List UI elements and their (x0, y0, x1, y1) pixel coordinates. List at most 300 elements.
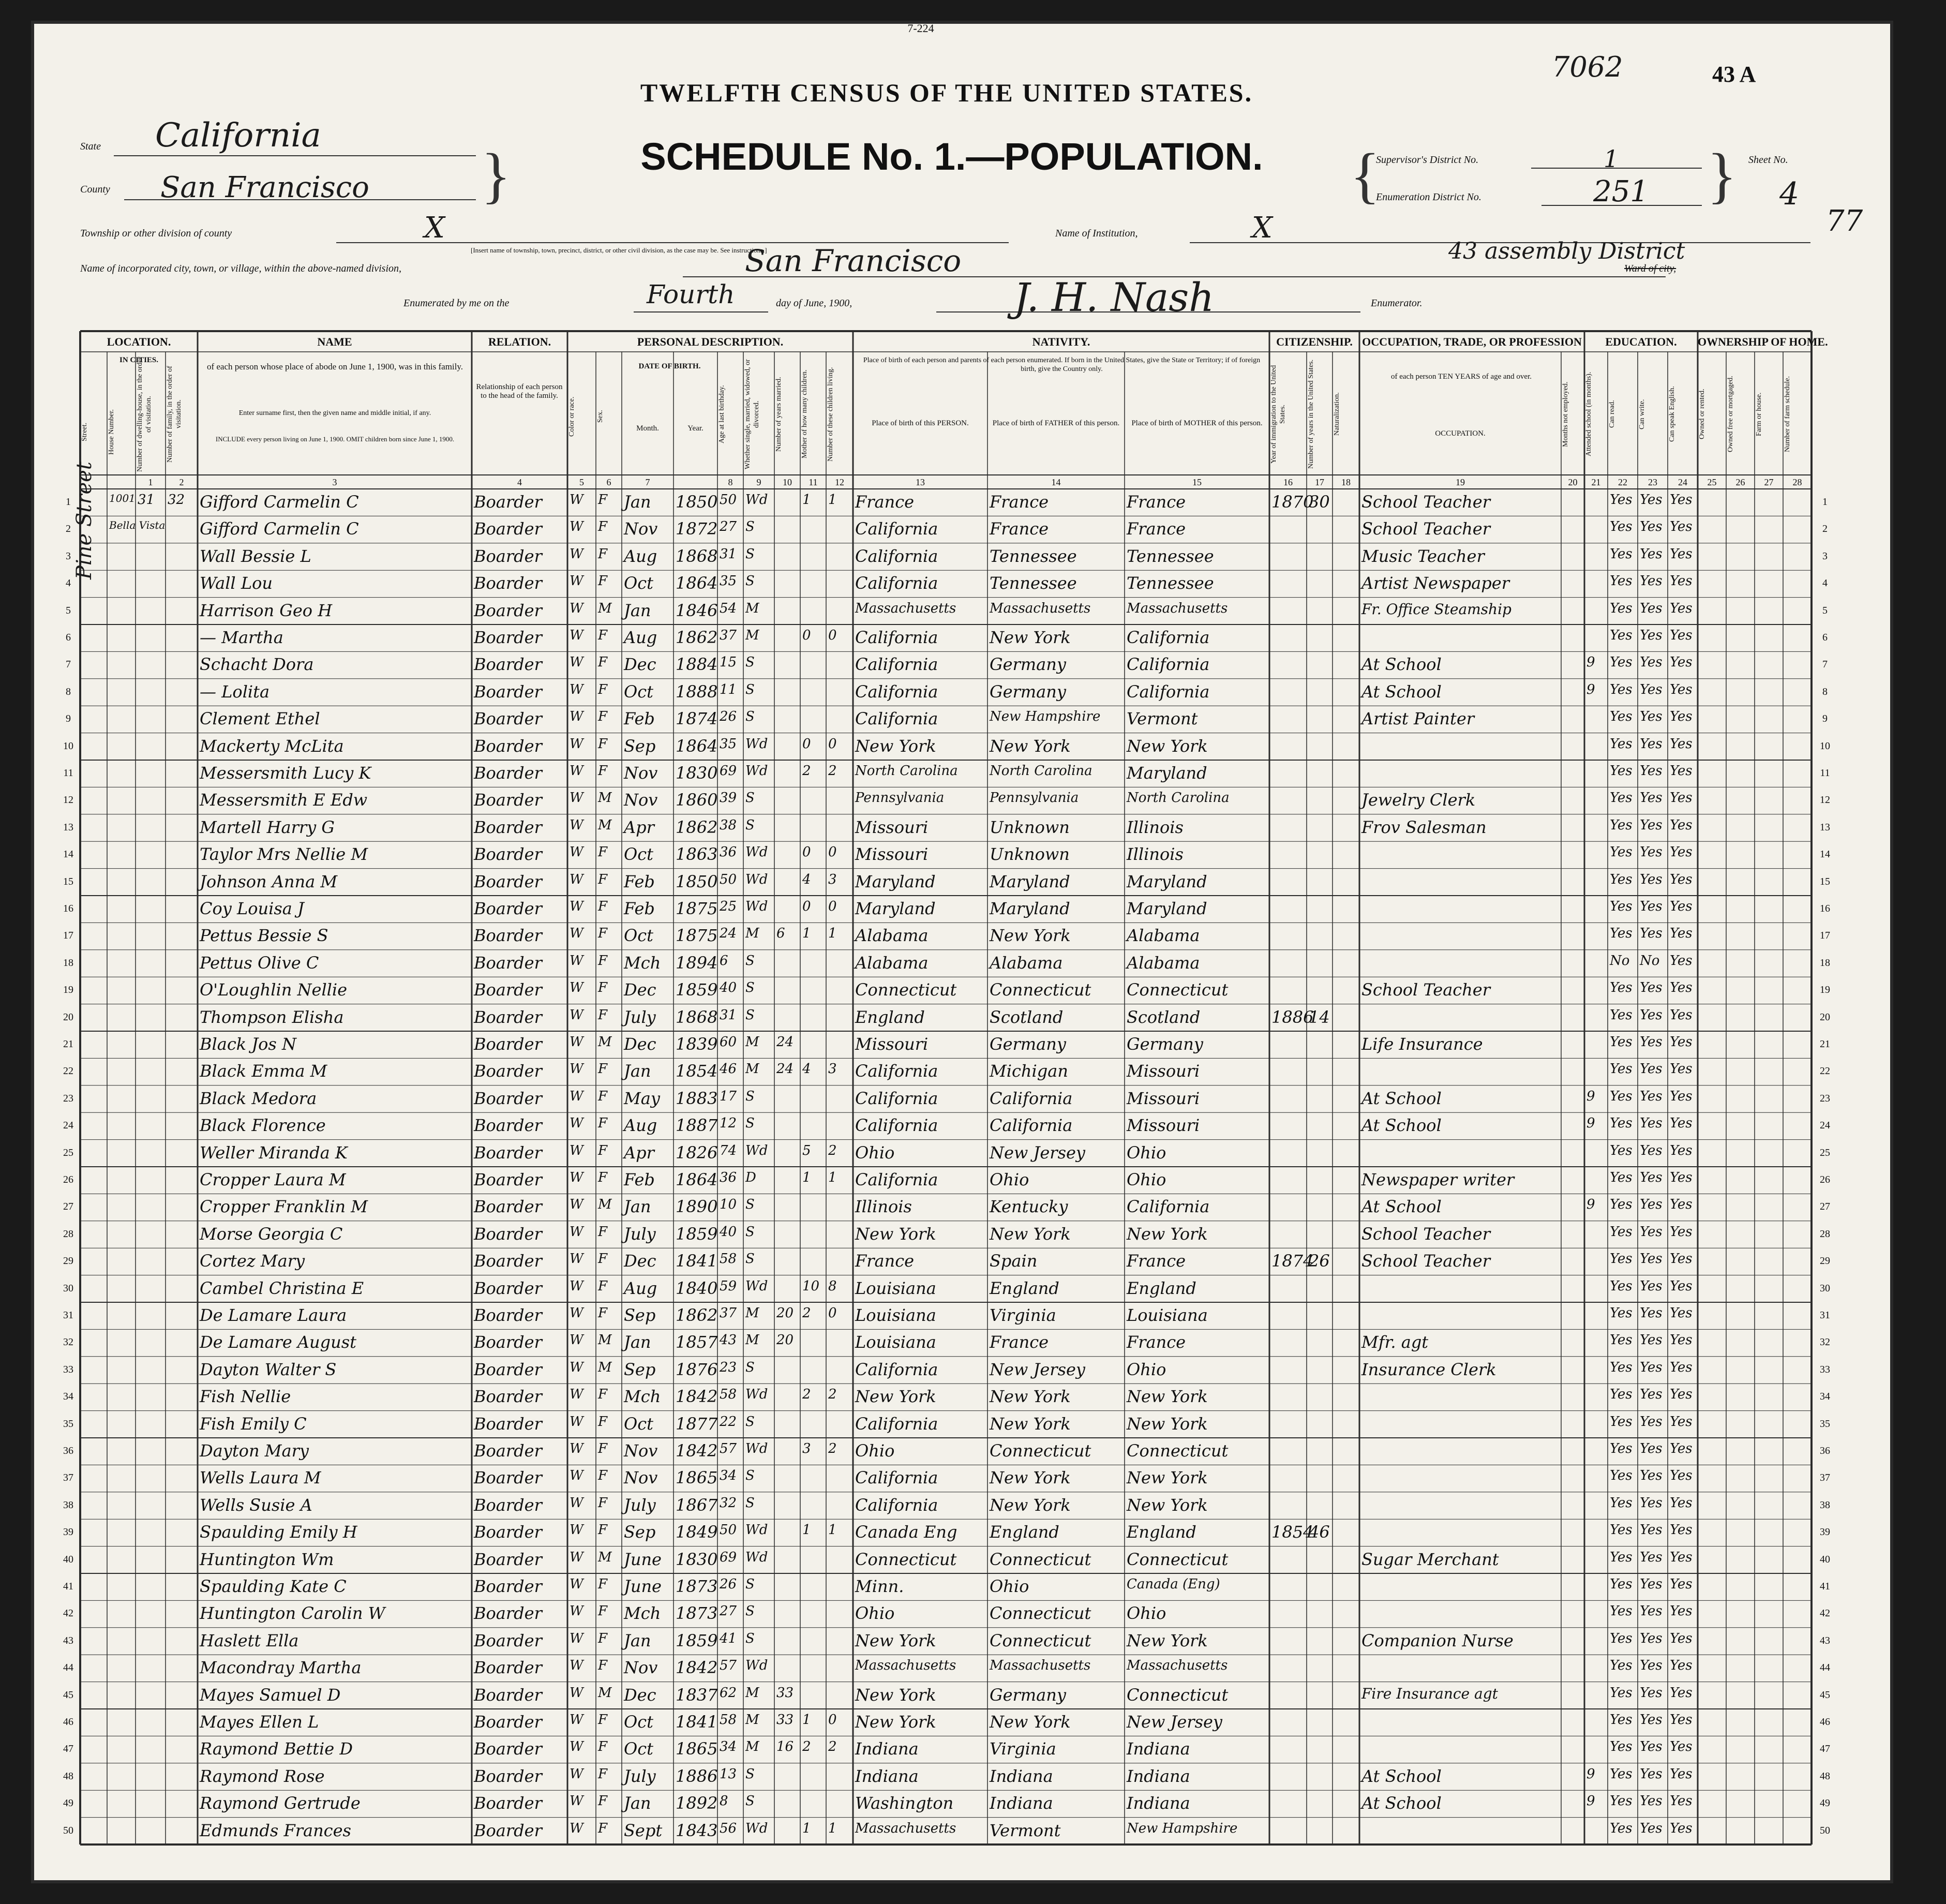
header-dwelling: Number of dwelling-house, in the order of visitation. (136, 356, 153, 472)
cell-year: 1868 (676, 546, 718, 566)
header-in-cities: IN CITIES. (119, 356, 159, 364)
cell-mo: 5 (802, 1142, 811, 1158)
cell-name: Martell Harry G (200, 817, 335, 837)
cell-mo: 2 (802, 1739, 811, 1755)
cell-fpob: New Hampshire (990, 709, 1101, 725)
cell-month: June (624, 1549, 662, 1569)
cell-name: Wells Laura M (200, 1468, 321, 1488)
cell-occ: Jewelry Clerk (1361, 790, 1476, 810)
cell-pob: California (855, 1170, 938, 1189)
cell-name: Cambel Christina E (200, 1278, 364, 1298)
cell-speak: Yes (1670, 1305, 1693, 1321)
cell-read: Yes (1610, 1088, 1633, 1104)
header-color: Color or race. (568, 396, 576, 437)
cell-mo: 1 (802, 492, 811, 508)
cell-yus: 14 (1309, 1007, 1330, 1027)
cell-rel: Boarder (474, 573, 542, 593)
cell-month: Oct (624, 681, 654, 702)
cell-occ: Artist Newspaper (1361, 573, 1509, 593)
row-number-left: 39 (63, 1526, 73, 1538)
cell-mo: 1 (802, 1820, 811, 1836)
cell-month: Sep (624, 1305, 656, 1325)
cell-mpob: Connecticut (1127, 1549, 1229, 1569)
row-number-left: 10 (63, 740, 73, 752)
cell-fpob: France (990, 492, 1049, 512)
cell-mar: S (745, 1495, 755, 1511)
cell-fpob: California (990, 1088, 1073, 1108)
cell-write: Yes (1640, 1224, 1663, 1240)
cell-rel: Boarder (474, 1115, 542, 1136)
cell-pob: California (855, 1088, 938, 1108)
cell-fpob: New Jersey (990, 1142, 1085, 1163)
cell-speak: Yes (1670, 1441, 1693, 1456)
cell-occ: At School (1361, 1088, 1442, 1108)
cell-age: 50 (720, 1522, 737, 1538)
cell-fpob: Connecticut (990, 1441, 1091, 1461)
cell-pob: New York (855, 1224, 936, 1244)
cell-pob: Ohio (855, 1441, 895, 1461)
cell-month: Jan (624, 492, 651, 512)
cell-year: 1874 (676, 709, 718, 729)
cell-name: Raymond Bettie D (200, 1739, 353, 1759)
cell-pob: California (855, 1359, 938, 1379)
header-location: LOCATION. (107, 335, 171, 348)
cell-fpob: New York (990, 1414, 1071, 1434)
cell-age: 17 (720, 1088, 737, 1104)
row-number-left: 27 (63, 1201, 73, 1213)
cell-year: 1875 (676, 899, 718, 918)
cell-ym: 20 (776, 1305, 794, 1321)
cell-sex: F (598, 573, 608, 589)
cell-year: 1863 (676, 844, 718, 865)
row-number-left: 5 (66, 604, 71, 616)
row-number-left: 9 (66, 713, 71, 725)
cell-write: Yes (1640, 681, 1663, 697)
cell-year: 1862 (676, 1305, 718, 1325)
row-number-left: 31 (63, 1310, 73, 1321)
row-number-right: 15 (1820, 875, 1830, 887)
cell-color: W (570, 1630, 583, 1646)
cell-mpob: Massachusetts (1127, 600, 1228, 616)
header-months-not-employed: Months not employed. (1562, 381, 1569, 447)
cell-pob: New York (855, 1712, 936, 1732)
cell-name: Raymond Gertrude (200, 1793, 361, 1813)
column-number: 14 (1051, 477, 1061, 487)
cell-color: W (570, 1522, 583, 1538)
row-number-left: 35 (63, 1418, 73, 1430)
column-number: 4 (517, 477, 522, 487)
cell-speak: Yes (1670, 1197, 1693, 1213)
cell-pob: New York (855, 1387, 936, 1407)
cell-occ: Sugar Merchant (1361, 1549, 1499, 1569)
row-number-left: 32 (63, 1336, 73, 1348)
row-number-left: 41 (63, 1581, 73, 1592)
cell-color: W (570, 1387, 583, 1403)
cell-read: Yes (1610, 1387, 1633, 1403)
cell-month: Nov (624, 1441, 658, 1461)
cell-age: 26 (720, 709, 737, 725)
institution-label: Name of Institution, (1055, 228, 1138, 239)
cell-pob: California (855, 1495, 938, 1515)
cell-name: Messersmith E Edw (200, 790, 368, 810)
cell-age: 62 (720, 1685, 737, 1701)
cell-year: 1842 (676, 1658, 718, 1678)
cell-rel: Boarder (474, 953, 542, 973)
header-relation-desc: Relationship of each person to the head of the family. (476, 383, 563, 400)
header-family: Number of family, in the order of visitation. (166, 366, 183, 463)
cell-sex: F (598, 1007, 608, 1023)
state-value: California (155, 116, 321, 155)
cell-color: W (570, 1359, 583, 1375)
stamp-number: 7062 (1552, 51, 1623, 83)
cell-color: W (570, 492, 583, 508)
cell-year: 1857 (676, 1332, 718, 1352)
row-number-right: 33 (1820, 1363, 1830, 1375)
cell-year: 1886 (676, 1766, 718, 1786)
cell-pob: Connecticut (855, 1549, 957, 1569)
cell-write: Yes (1640, 1061, 1663, 1077)
cell-read: Yes (1610, 817, 1633, 833)
form-number: 7-224 (907, 22, 934, 35)
header-farm-schedule: Number of farm schedule. (1784, 376, 1791, 452)
cell-age: 50 (720, 871, 737, 887)
cell-speak: Yes (1670, 546, 1693, 562)
cell-pob: Louisiana (855, 1332, 936, 1352)
cell-sex: M (598, 1359, 612, 1375)
cell-color: W (570, 1278, 583, 1294)
cell-sex: F (598, 1712, 608, 1728)
cell-name: Gifford Carmelin C (200, 492, 359, 512)
cell-read: Yes (1610, 1603, 1633, 1619)
cell-rel: Boarder (474, 817, 542, 837)
row-number-right: 9 (1822, 713, 1828, 725)
cell-rel: Boarder (474, 1061, 542, 1081)
cell-color: W (570, 763, 583, 779)
cell-year: 1876 (676, 1359, 718, 1379)
cell-sex: F (598, 519, 608, 535)
township-value: X (424, 211, 445, 245)
row-number-left: 1 (66, 496, 71, 508)
cell-mpob: Missouri (1127, 1061, 1200, 1081)
cell-name: Spaulding Emily H (200, 1522, 357, 1542)
cell-speak: Yes (1670, 1061, 1693, 1077)
cell-pob: Missouri (855, 1034, 929, 1054)
enumerated-day: Fourth (647, 279, 735, 309)
cell-mpob: Missouri (1127, 1088, 1200, 1108)
cell-mpob: Ohio (1127, 1603, 1166, 1624)
cell-rel: Boarder (474, 1685, 542, 1705)
cell-rel: Boarder (474, 1522, 542, 1542)
cell-read: Yes (1610, 1712, 1633, 1728)
cell-speak: Yes (1670, 1820, 1693, 1836)
cell-fpob: Maryland (990, 871, 1070, 891)
cell-pob: Missouri (855, 817, 929, 837)
cell-mpob: Alabama (1127, 953, 1200, 973)
sheet-value: 4 (1779, 176, 1800, 212)
enum-district-value: 251 (1593, 175, 1649, 209)
row-number-left: 50 (63, 1824, 73, 1836)
cell-sex: F (598, 492, 608, 508)
cell-mar: M (745, 1305, 759, 1321)
cell-pob: Ohio (855, 1603, 895, 1624)
cell-read: Yes (1610, 573, 1633, 589)
cell-rel: Boarder (474, 1088, 542, 1108)
header-citizenship: CITIZENSHIP. (1276, 335, 1353, 348)
cell-occ: Life Insurance (1361, 1034, 1483, 1054)
cell-age: 37 (720, 1305, 737, 1321)
cell-write: Yes (1640, 1549, 1663, 1565)
cell-month: Jan (624, 1061, 651, 1081)
county-label: County (80, 184, 110, 195)
cell-cl: 1 (828, 492, 837, 508)
cell-speak: Yes (1670, 871, 1693, 887)
cell-mar: Wd (745, 1549, 768, 1565)
cell-fpob: Connecticut (990, 980, 1091, 1000)
cell-rel: Boarder (474, 1495, 542, 1515)
cell-name: Thompson Elisha (200, 1007, 344, 1027)
cell-write: Yes (1640, 763, 1663, 779)
row-number-left: 11 (63, 767, 73, 779)
cell-year: 1873 (676, 1603, 718, 1624)
cell-year: 1887 (676, 1115, 718, 1136)
cell-mpob: France (1127, 519, 1186, 539)
cell-read: Yes (1610, 1170, 1633, 1185)
row-number-left: 4 (66, 577, 71, 589)
cell-occ: Frov Salesman (1361, 817, 1487, 837)
cell-occ: At School (1361, 1115, 1442, 1136)
cell-mpob: New Hampshire (1127, 1820, 1238, 1836)
cell-imm: 1854 (1271, 1522, 1314, 1542)
cell-rel: Boarder (474, 1387, 542, 1407)
header-occupation-col: OCCUPATION. (1435, 429, 1486, 438)
cell-rel: Boarder (474, 1305, 542, 1325)
cell-write: Yes (1640, 1522, 1663, 1538)
cell-occ: Music Teacher (1361, 546, 1485, 566)
cell-fpob: Germany (990, 654, 1066, 675)
cell-pob: England (855, 1007, 925, 1027)
cell-read: Yes (1610, 519, 1633, 535)
cell-pob: Alabama (855, 926, 929, 946)
cell-write: Yes (1640, 1576, 1663, 1592)
cell-mar: Wd (745, 492, 768, 508)
cell-fpob: New York (990, 736, 1071, 756)
cell-cl: 2 (828, 1739, 837, 1755)
cell-name: Huntington Wm (200, 1549, 334, 1569)
cell-mpob: New York (1127, 1468, 1208, 1488)
cell-read: Yes (1610, 654, 1633, 671)
cell-write: Yes (1640, 1115, 1663, 1132)
column-number: 23 (1648, 477, 1657, 487)
cell-mar: Wd (745, 1522, 768, 1538)
cell-speak: Yes (1670, 1359, 1693, 1375)
cell-sex: F (598, 1441, 608, 1456)
cell-cl: 1 (828, 1522, 837, 1538)
row-number-left: 48 (63, 1770, 73, 1782)
cell-fpob: Vermont (990, 1820, 1061, 1840)
cell-month: Dec (624, 1034, 656, 1054)
cell-sex: F (598, 1658, 608, 1674)
row-number-right: 24 (1820, 1120, 1830, 1132)
cell-name: Mackerty McLita (200, 736, 344, 756)
cell-year: 1860 (676, 790, 718, 810)
cell-year: 1864 (676, 1170, 718, 1189)
row-number-left: 6 (66, 632, 71, 643)
cell-sex: M (598, 1034, 612, 1050)
cell-name: Clement Ethel (200, 709, 320, 729)
cell-year: 1862 (676, 628, 718, 647)
cell-occ: Fire Insurance agt (1361, 1685, 1498, 1702)
cell-name: Cropper Laura M (200, 1170, 346, 1189)
cell-speak: Yes (1670, 844, 1693, 860)
row-number-right: 3 (1822, 550, 1828, 562)
row-number-left: 36 (63, 1445, 73, 1456)
cell-read: Yes (1610, 1658, 1633, 1674)
cell-mo: 0 (802, 899, 811, 914)
cell-mar: S (745, 1251, 755, 1267)
row-number-right: 29 (1820, 1255, 1830, 1267)
column-number: 9 (756, 477, 761, 487)
cell-month: Feb (624, 1170, 655, 1189)
cell-rel: Boarder (474, 600, 542, 620)
cell-read: Yes (1610, 1197, 1633, 1213)
cell-sch: 9 (1586, 654, 1595, 671)
cell-speak: Yes (1670, 1115, 1693, 1132)
row-number-right: 5 (1822, 604, 1828, 616)
cell-fpob: Scotland (990, 1007, 1064, 1027)
cell-month: Jan (624, 600, 651, 620)
cell-year: 1890 (676, 1197, 718, 1217)
header-years-us: Number of years in the United States. (1307, 359, 1315, 469)
cell-write: Yes (1640, 1739, 1663, 1755)
cell-read: Yes (1610, 1278, 1633, 1294)
row-number-right: 21 (1820, 1038, 1830, 1050)
cell-read: Yes (1610, 1359, 1633, 1375)
cell-mpob: Indiana (1127, 1793, 1190, 1813)
cell-month: Jan (624, 1332, 651, 1352)
cell-year: 1830 (676, 1549, 718, 1569)
cell-mpob: California (1127, 654, 1210, 675)
cell-color: W (570, 1115, 583, 1132)
column-number: 6 (606, 477, 611, 487)
cell-write: Yes (1640, 1712, 1663, 1728)
cell-month: Nov (624, 519, 658, 539)
cell-cl: 2 (828, 1441, 837, 1456)
column-number: 3 (332, 477, 337, 487)
row-number-left: 42 (63, 1608, 73, 1619)
cell-name: Cropper Franklin M (200, 1197, 368, 1217)
cell-name: O'Loughlin Nellie (200, 980, 348, 1000)
cell-fpob: Unknown (990, 844, 1070, 865)
cell-year: 1867 (676, 1495, 718, 1515)
cell-color: W (570, 980, 583, 996)
institution-value: X (1252, 211, 1273, 245)
cell-fpob: Connecticut (990, 1603, 1091, 1624)
cell-read: Yes (1610, 1007, 1633, 1023)
cell-color: W (570, 1251, 583, 1267)
sheet-label: Sheet No. (1748, 154, 1788, 166)
cell-cl: 3 (828, 1061, 837, 1077)
cell-month: Aug (624, 1115, 657, 1136)
cell-speak: Yes (1670, 1685, 1693, 1701)
cell-fpob: Pennsylvania (990, 790, 1079, 806)
row-number-left: 44 (63, 1662, 73, 1674)
cell-fpob: Michigan (990, 1061, 1068, 1081)
cell-month: Feb (624, 871, 655, 891)
column-number: 2 (179, 477, 184, 487)
cell-rel: Boarder (474, 492, 542, 512)
column-number: 7 (645, 477, 650, 487)
cell-mar: S (745, 817, 755, 833)
cell-mar: S (745, 1197, 755, 1213)
cell-rel: Boarder (474, 1251, 542, 1271)
cell-speak: Yes (1670, 1495, 1693, 1511)
header-owned-rented: Owned or rented. (1698, 389, 1706, 440)
cell-mpob: Massachusetts (1127, 1658, 1228, 1674)
row-number-right: 27 (1820, 1201, 1830, 1213)
cell-age: 54 (720, 600, 737, 616)
cell-fpob: New York (990, 926, 1071, 946)
row-number-right: 44 (1820, 1662, 1830, 1674)
header-owned-free: Owned free or mortgaged. (1727, 376, 1734, 453)
cell-sch: 9 (1586, 1197, 1595, 1213)
cell-write: Yes (1640, 1170, 1663, 1185)
cell-ym: 20 (776, 1332, 794, 1348)
cell-month: May (624, 1088, 660, 1108)
cell-name: Black Jos N (200, 1034, 296, 1054)
cell-year: 1868 (676, 1007, 718, 1027)
cell-pob: New York (855, 1685, 936, 1705)
cell-speak: Yes (1670, 980, 1693, 996)
cell-color: W (570, 1170, 583, 1185)
cell-month: Sept (624, 1820, 663, 1840)
cell-sex: M (598, 1549, 612, 1565)
header-education: EDUCATION. (1605, 335, 1677, 348)
row-number-right: 7 (1822, 659, 1828, 671)
cell-mpob: Louisiana (1127, 1305, 1208, 1325)
cell-rel: Boarder (474, 1441, 542, 1461)
cell-age: 69 (720, 763, 737, 779)
cell-sex: F (598, 628, 608, 643)
cell-speak: Yes (1670, 1007, 1693, 1023)
cell-age: 24 (720, 926, 737, 942)
cell-read: Yes (1610, 844, 1633, 860)
cell-mpob: England (1127, 1278, 1196, 1298)
cell-pob: Alabama (855, 953, 929, 973)
cell-speak: Yes (1670, 1712, 1693, 1728)
cell-fpob: California (990, 1115, 1073, 1136)
cell-sex: F (598, 980, 608, 996)
header-mother-of: Mother of how many children. (801, 369, 809, 459)
cell-speak: Yes (1670, 953, 1693, 969)
cell-read: Yes (1610, 600, 1633, 616)
cell-name: Pettus Olive C (200, 953, 319, 973)
row-number-right: 48 (1820, 1770, 1830, 1782)
row-number-right: 10 (1820, 740, 1830, 752)
row-number-left: 15 (63, 875, 73, 887)
cell-age: 25 (720, 899, 737, 914)
cell-year: 1859 (676, 1224, 718, 1244)
cell-speak: Yes (1670, 573, 1693, 589)
cell-color: W (570, 790, 583, 806)
cell-age: 23 (720, 1359, 737, 1375)
cell-mpob: Illinois (1127, 817, 1184, 837)
row-number-left: 7 (66, 659, 71, 671)
cell-sex: M (598, 1332, 612, 1348)
cell-rel: Boarder (474, 1739, 542, 1759)
cell-pob: Connecticut (855, 980, 957, 1000)
cell-age: 34 (720, 1739, 737, 1755)
cell-occ: Mfr. agt (1361, 1332, 1429, 1352)
